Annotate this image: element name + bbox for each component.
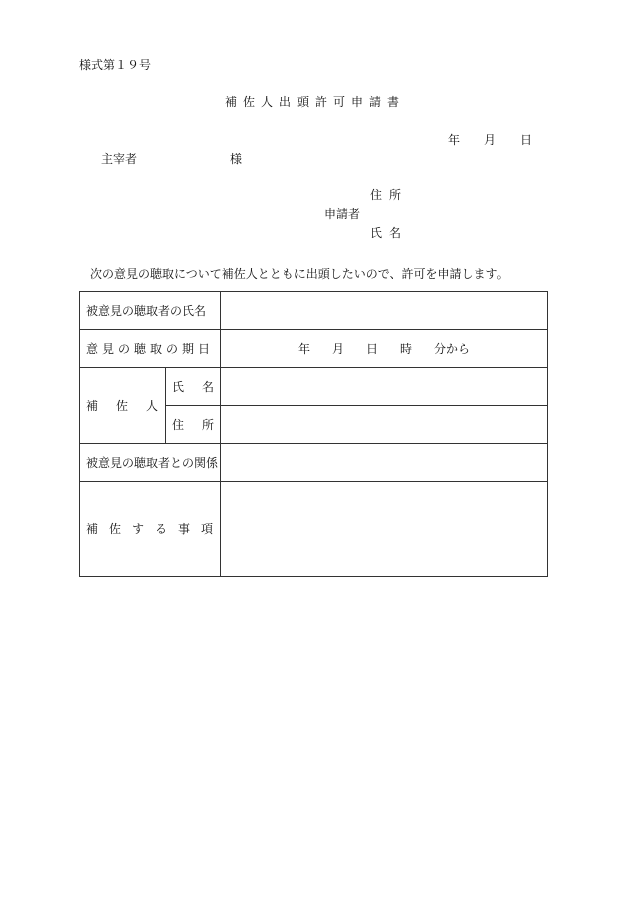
addressee-honorific: 様 (230, 152, 243, 166)
hearing-date-label: 意見の聴取の期日 (80, 330, 221, 368)
hearing-person-field[interactable] (221, 292, 548, 330)
hearing-day-label: 日 (366, 341, 379, 356)
hearing-month-label: 月 (331, 341, 344, 356)
assistant-address-field[interactable] (221, 406, 548, 444)
table-row (80, 368, 548, 406)
date-month-label: 月 (484, 133, 497, 147)
applicant-label: 申請者 (324, 207, 361, 221)
hearing-hour-label: 時 (400, 341, 413, 356)
table-row (80, 292, 548, 330)
table-row (80, 482, 548, 577)
intro-text: 次の意見の聴取について補佐人とともに出頭したいので、許可を申請します。 (90, 267, 509, 281)
date-day-label: 日 (520, 133, 533, 147)
hearing-year-label: 年 (297, 341, 310, 356)
assistant-name-field[interactable] (221, 368, 548, 406)
table-row (80, 330, 548, 368)
document-title: 補佐人出頭許可申請書 (224, 95, 405, 109)
relationship-field[interactable] (221, 444, 548, 482)
relationship-label: 被意見の聴取者との関係 (80, 444, 221, 482)
assistant-name-label: 氏名 (166, 368, 221, 406)
matters-field[interactable] (221, 482, 548, 577)
hearing-person-label: 被意見の聴取者の氏名 (80, 292, 221, 330)
addressee-title: 主宰者 (101, 152, 138, 166)
hearing-minute-label: 分から (434, 341, 471, 356)
hearing-date-field[interactable] (221, 330, 548, 368)
application-form-table (79, 291, 548, 577)
matters-label: 補佐する事項 (80, 482, 221, 577)
date-year-label: 年 (448, 133, 461, 147)
form-number: 様式第１９号 (79, 58, 152, 72)
applicant-name-label: 氏名 (370, 226, 409, 240)
assistant-label: 補佐人 (80, 368, 166, 444)
applicant-address-label: 住所 (370, 188, 409, 202)
assistant-address-label: 住所 (166, 406, 221, 444)
table-row (80, 444, 548, 482)
